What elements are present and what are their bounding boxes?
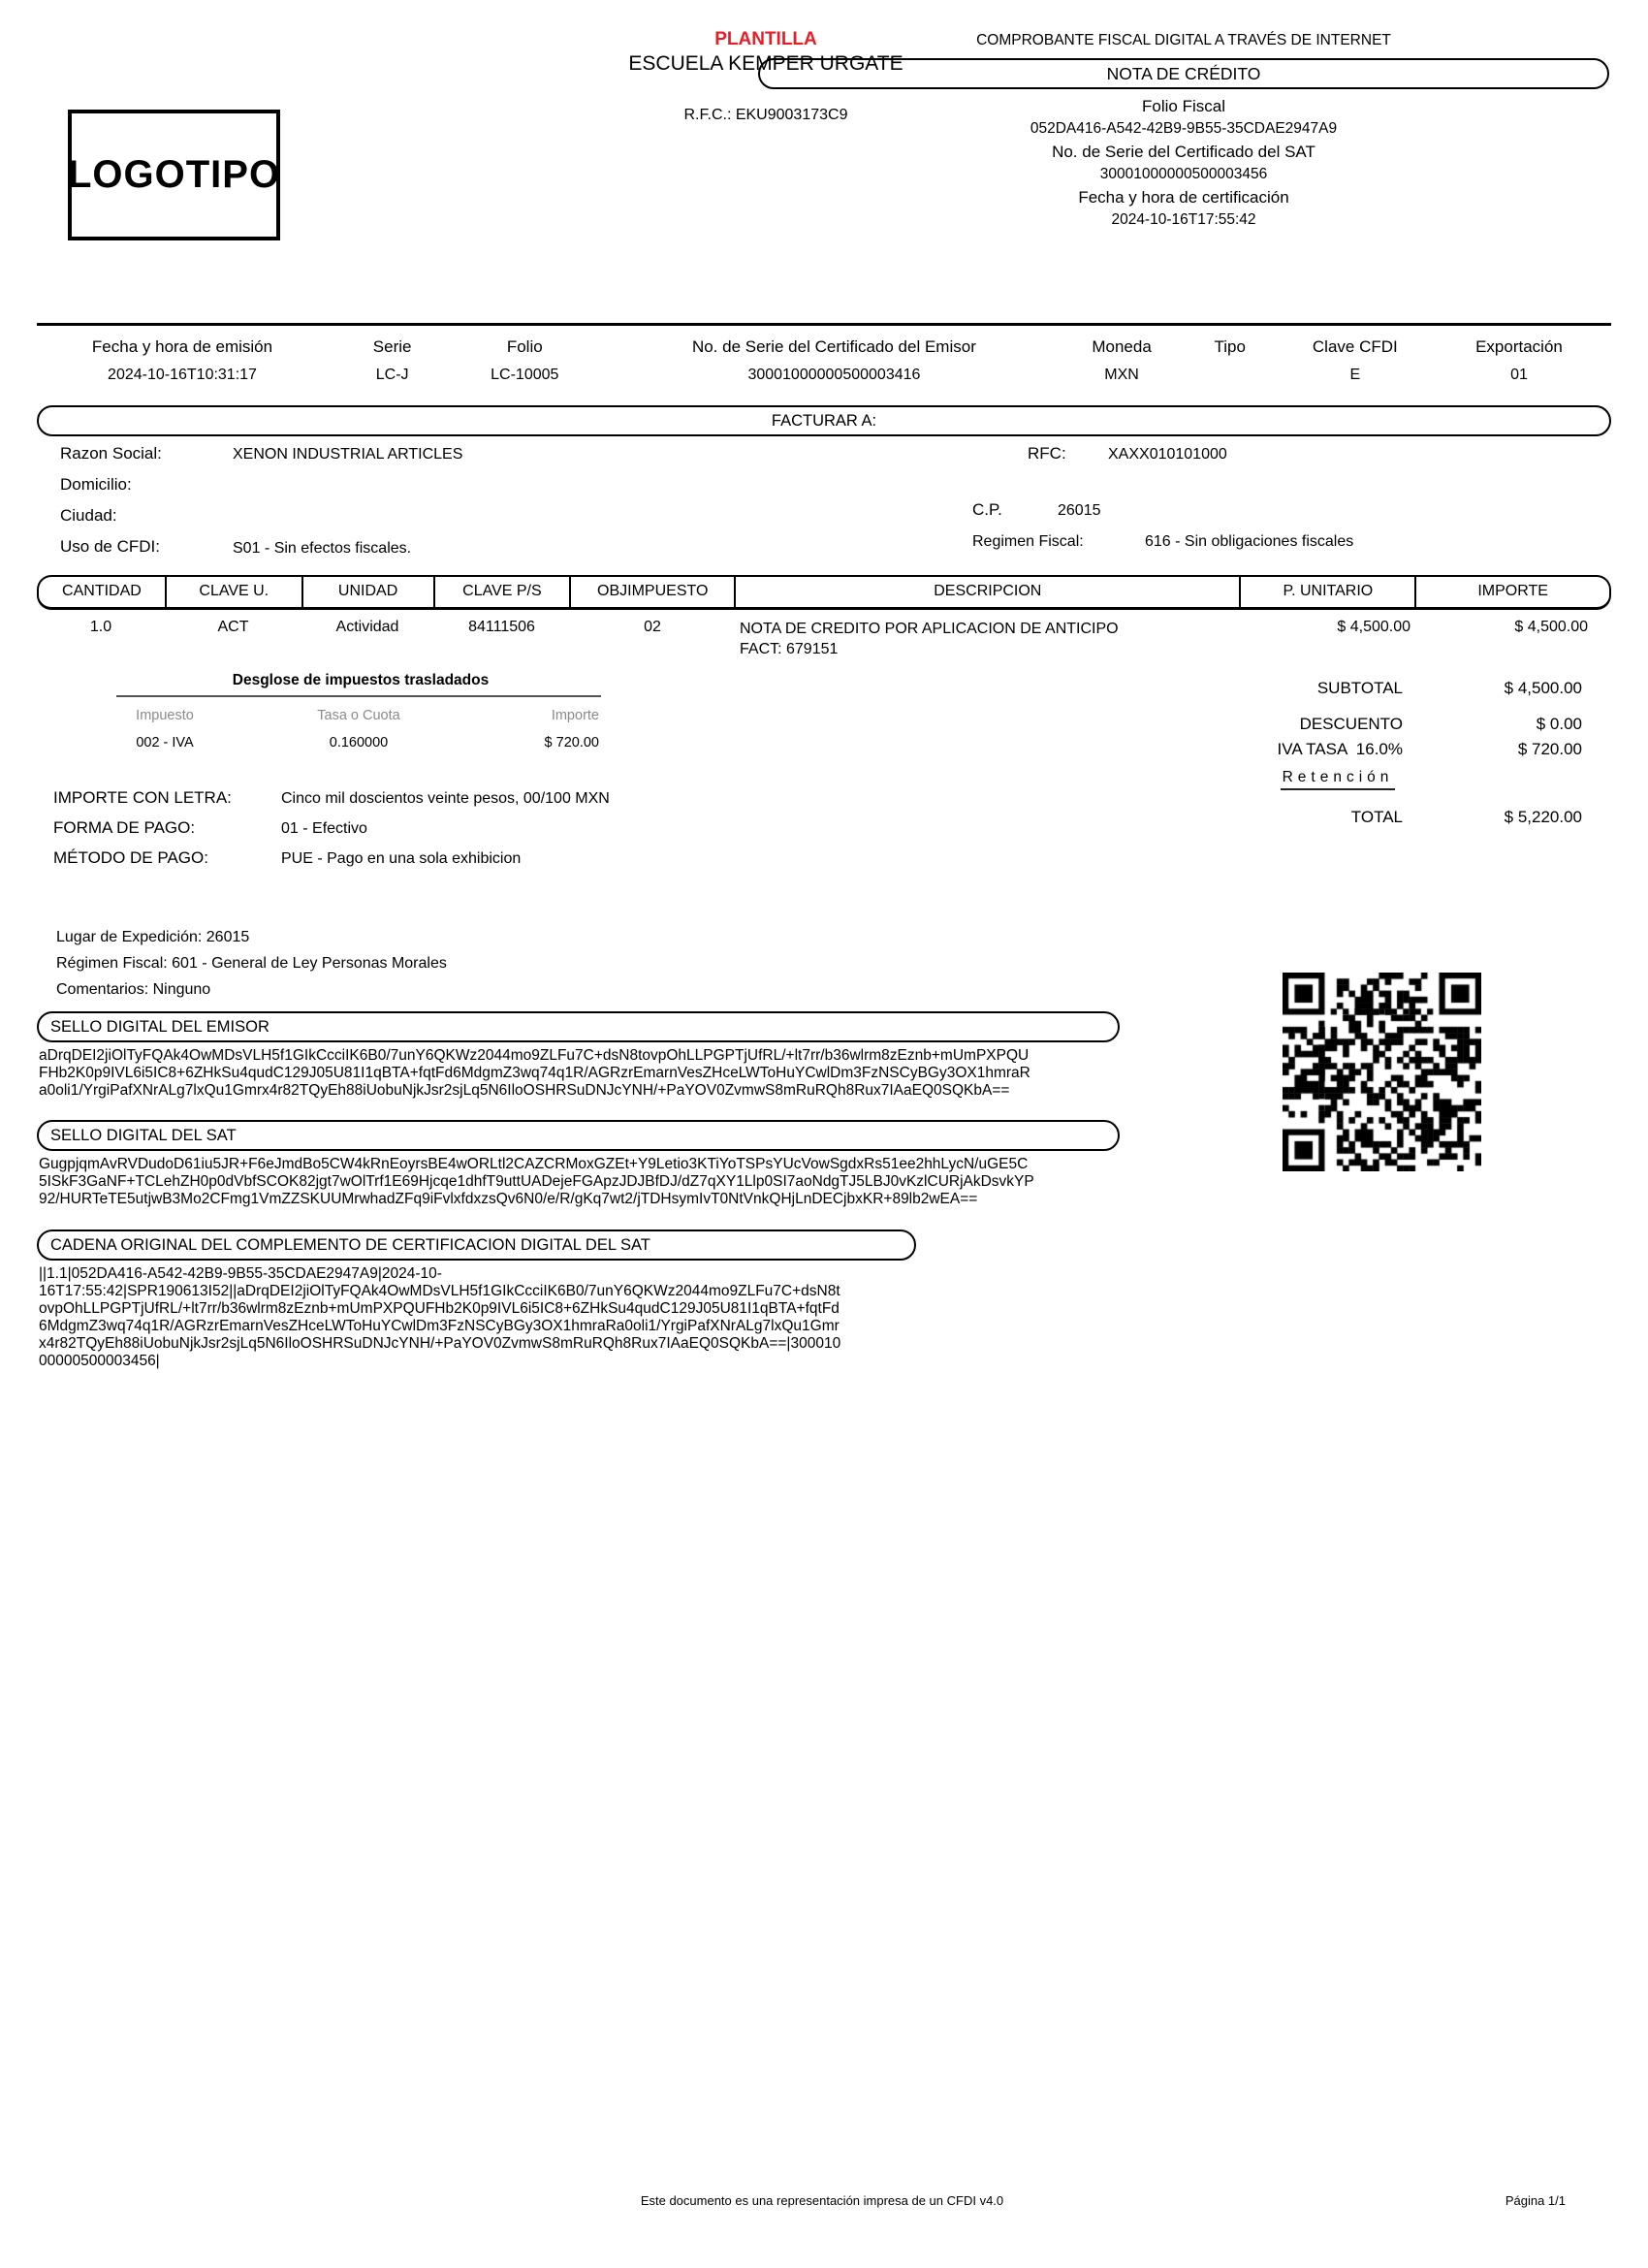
cadena-line: 16T17:55:42|SPR190613I52||aDrqDEI2jiOlTyFQAk4OwMDsVLH5f1GIkCcciIK6B0/7unY6QKWz2044mo9ZLFu7C+dsN8t (39, 1283, 840, 1299)
regimen-value: 616 - Sin obligaciones fiscales (1145, 533, 1354, 550)
sello-sat-line: 92/HURTeTE5utjwB3Mo2CFmg1VmZZSKUUMrwhadZFq9iFvlxfdxzsQv6N0/e/R/gKq7wt2/jTDHsymIvT0NtVnkQHjLnDECjbxKR+89lb2wEA== (39, 1191, 978, 1207)
cp-label: C.P. (972, 500, 1002, 519)
document-type-box (758, 58, 1609, 89)
logo-text: LOGOTIPO (67, 153, 281, 196)
issuer-name: ESCUELA KEMPER URGATE (628, 52, 903, 75)
iva-value: $ 720.00 (1517, 740, 1582, 758)
cadena-line: 00000500003456| (39, 1353, 160, 1369)
item-clave-u: ACT (217, 619, 249, 635)
lugar-expedicion: Lugar de Expedición: 26015 (56, 929, 250, 945)
emission-value: LC-10005 (491, 367, 559, 383)
cadena-line: ovpOhLLPGPTjUfRL/+lt7rr/b36wlrm8zEznb+mUmPXPQUFHb2K0p9IVL6i5IC8+6ZHkSu4qudC129J05U81I1qBTA+fqtFd (39, 1300, 840, 1317)
emission-label: Clave CFDI (1312, 337, 1398, 356)
uso-cfdi-label: Uso de CFDI: (60, 537, 160, 556)
tax-impuesto: 002 - IVA (136, 735, 194, 751)
folio-block (758, 97, 1609, 229)
tax-importe: $ 720.00 (544, 735, 599, 751)
total-label: TOTAL (1350, 808, 1403, 826)
sat-cert-value: 30001000000500003456 (1099, 166, 1268, 182)
facturar-section-header (37, 405, 1611, 436)
emission-col-folio (457, 337, 592, 384)
receiver-rfc-label: RFC: (1028, 444, 1066, 463)
emission-col-fecha (37, 337, 328, 384)
col-header-objimpuesto: OBJIMPUESTO (571, 577, 736, 607)
page-number: Página 1/1 (1505, 2193, 1566, 2208)
retencion-label: Retención (1281, 769, 1396, 790)
razon-social-label: Razon Social: (60, 444, 162, 463)
emission-value: 01 (1510, 367, 1528, 383)
tax-tasa: 0.160000 (329, 735, 389, 751)
emission-label: Moneda (1092, 337, 1152, 356)
sello-sat-line: 5ISkF3GaNF+TCLehZH0p0dVbfSCOK82jgt7wOlTrf1E69Hjcqe1dhfT9uttUADejeFGApzJDJBfDJ/dZ7qXY1Llp0SI7aoNdgTJ5LBJ0vKzlCURjAkDsvkYP (39, 1173, 1034, 1190)
sello-emisor-line: FHb2K0p9IVL6i5IC8+6ZHkSu4qudC129J05U81I1qBTA+fqtFd6MdgmZ3wq74q1R/AGRzrEmarnVesZHceLWToHuYCwlDm3FzNSCyBGy3OX1hmraR (39, 1065, 1030, 1081)
item-descripcion-line1: NOTA DE CREDITO POR APLICACION DE ANTICIPO (740, 621, 1119, 637)
items-table-header (37, 575, 1611, 610)
cert-date-value: 2024-10-16T17:55:42 (1111, 211, 1256, 228)
regimen-label: Regimen Fiscal: (972, 533, 1084, 550)
emission-col-certificado (601, 337, 1066, 384)
emission-label: Serie (372, 337, 412, 356)
item-descripcion (735, 619, 1241, 659)
uso-cfdi-value: S01 - Sin efectos fiscales. (233, 540, 412, 557)
forma-pago-value: 01 - Efectivo (281, 820, 367, 837)
item-unidad: Actividad (335, 619, 399, 635)
emission-value: LC-J (375, 367, 409, 383)
importe-letra-label: IMPORTE CON LETRA: (53, 788, 232, 807)
item-cantidad: 1.0 (89, 619, 112, 635)
emission-col-clave-cfdi (1292, 337, 1418, 384)
document-type: NOTA DE CRÉDITO (1106, 63, 1261, 83)
subtotal-label: SUBTOTAL (1316, 679, 1403, 697)
subtotal-value: $ 4,500.00 (1504, 679, 1582, 697)
tax-breakdown-rule (116, 695, 601, 697)
cp-value: 26015 (1058, 502, 1101, 519)
tax-header-importe: Importe (551, 708, 599, 723)
sello-sat-text (39, 1156, 1129, 1208)
domicilio-label: Domicilio: (60, 475, 132, 494)
col-header-unidad: UNIDAD (303, 577, 435, 607)
emission-col-serie (336, 337, 448, 384)
regimen-fiscal-emisor: Régimen Fiscal: 601 - General de Ley Personas Morales (56, 955, 447, 972)
sello-emisor-header (37, 1011, 1120, 1042)
receiver-rfc-value: XAXX010101000 (1108, 446, 1227, 463)
folio-fiscal-label: Folio Fiscal (1142, 97, 1225, 115)
emission-value: MXN (1104, 367, 1139, 383)
tax-breakdown-title: Desglose de impuestos trasladados (232, 672, 490, 688)
item-row (37, 619, 1611, 659)
top-divider (37, 323, 1611, 326)
emission-value: 30001000000500003416 (747, 367, 921, 383)
cadena-text (39, 1265, 926, 1370)
cadena-title: CADENA ORIGINAL DEL COMPLEMENTO DE CERTIFICACION DIGITAL DEL SAT (50, 1235, 650, 1254)
sello-emisor-text (39, 1047, 1129, 1100)
col-header-clave-ps: CLAVE P/S (435, 577, 572, 607)
item-importe: $ 4,500.00 (1514, 619, 1588, 635)
emission-col-moneda (1076, 337, 1168, 384)
col-header-importe: IMPORTE (1477, 583, 1548, 599)
cadena-line: x4r82TQyEh88iUobuNjkJsr2sjLq5N6IloOSHRSuDNJcYNH/+PaYOV0ZvmwS8mRuRQh8Rux7IAaEQ0SQKbA==|300010 (39, 1335, 841, 1352)
emission-value: E (1349, 367, 1361, 383)
iva-label: IVA TASA 16.0% (1277, 740, 1403, 758)
plantilla-label: PLANTILLA (714, 29, 817, 49)
importe-letra-value: Cinco mil doscientos veinte pesos, 00/100 MXN (281, 790, 610, 807)
col-header-cantidad: CANTIDAD (39, 577, 167, 607)
col-header-descripcion: DESCRIPCION (736, 577, 1241, 607)
emission-label: Exportación (1475, 337, 1563, 356)
razon-social-value: XENON INDUSTRIAL ARTICLES (233, 446, 463, 463)
emission-table (37, 337, 1611, 384)
total-value: $ 5,220.00 (1504, 808, 1582, 826)
emission-label: No. de Serie del Certificado del Emisor (691, 337, 976, 356)
col-header-p-unitario: P. UNITARIO (1241, 577, 1416, 607)
item-p-unitario: $ 4,500.00 (1337, 619, 1410, 635)
emission-label: Folio (506, 337, 543, 356)
tax-header-tasa: Tasa o Cuota (317, 708, 400, 723)
fiscal-header (758, 32, 1609, 229)
descuento-row (1008, 715, 1582, 734)
emission-value (1177, 367, 1284, 382)
cert-date-label: Fecha y hora de certificación (1078, 188, 1289, 207)
logo-placeholder (68, 110, 280, 240)
emission-col-tipo (1177, 337, 1284, 384)
ciudad-label: Ciudad: (60, 506, 117, 525)
emission-col-exportacion (1427, 337, 1611, 384)
sello-sat-header (37, 1120, 1120, 1151)
issuer-rfc: R.F.C.: EKU9003173C9 (683, 107, 848, 123)
facturar-title: FACTURAR A: (771, 411, 877, 430)
descuento-value: $ 0.00 (1536, 715, 1582, 733)
sello-sat-title: SELLO DIGITAL DEL SAT (50, 1126, 237, 1144)
emission-label: Tipo (1214, 337, 1246, 356)
sello-emisor-line: a0oli1/YrgiPafXNrALg7lxQu1Gmrx4r82TQyEh88iUobuNjkJsr2sjLq5N6IloOSHRSuDNJcYNH/+PaYOV0ZvmwS8mRuRQh8Rux7IAaEQ0SQKbA== (39, 1082, 1010, 1099)
cfdi-banner: COMPROBANTE FISCAL DIGITAL A TRAVÉS DE INTERNET (976, 32, 1391, 48)
footer-note: Este documento es una representación impresa de un CFDI v4.0 (640, 2193, 1004, 2208)
metodo-pago-value: PUE - Pago en una sola exhibicion (281, 850, 522, 867)
sello-emisor-line: aDrqDEI2jiOlTyFQAk4OwMDsVLH5f1GIkCcciIK6B0/7unY6QKWz2044mo9ZLFu7C+dsN8tovpOhLLPGPTjUfRL/+lt7rr/b36wlrm8zEznb+mUmPXPQU (39, 1047, 1030, 1064)
metodo-pago-label: MÉTODO DE PAGO: (53, 848, 208, 867)
cadena-line: 6MdgmZ3wq74q1R/AGRzrEmarnVesZHceLWToHuYCwlDm3FzNSCyBGy3OX1hmraRa0oli1/YrgiPafXNrALg7lxQu1Gmr (39, 1318, 840, 1334)
col-header-clave-u: CLAVE U. (167, 577, 303, 607)
cadena-header (37, 1230, 916, 1261)
cadena-line: ||1.1|052DA416-A542-42B9-9B55-35CDAE2947A9|2024-10- (39, 1265, 442, 1282)
item-objimpuesto: 02 (644, 619, 661, 635)
emission-value: 2024-10-16T10:31:17 (108, 367, 257, 383)
item-descripcion-line2: FACT: 679151 (740, 641, 839, 657)
qr-code (1283, 973, 1481, 1171)
comentarios: Comentarios: Ninguno (56, 981, 211, 998)
folio-fiscal-value: 052DA416-A542-42B9-9B55-35CDAE2947A9 (1030, 120, 1338, 137)
total-row (1008, 808, 1582, 827)
tax-header-impuesto: Impuesto (136, 708, 194, 723)
retencion-row (1192, 769, 1483, 790)
sello-emisor-title: SELLO DIGITAL DEL EMISOR (50, 1017, 269, 1036)
forma-pago-label: FORMA DE PAGO: (53, 818, 196, 837)
iva-row (1008, 740, 1582, 759)
subtotal-row (1008, 679, 1582, 698)
descuento-label: DESCUENTO (1299, 715, 1403, 733)
item-clave-ps: 84111506 (468, 619, 535, 635)
sello-sat-line: GugpjqmAvRVDudoD61iu5JR+F6eJmdBo5CW4kRnEoyrsBE4wORLtl2CAZCRMoxGZEt+Y9Letio3KTiYoTSPsYUcVowSgdxRs51ee2hhLycN/uGE5C (39, 1156, 1029, 1172)
emission-label: Fecha y hora de emisión (91, 337, 273, 356)
sat-cert-label: No. de Serie del Certificado del SAT (1052, 143, 1315, 161)
